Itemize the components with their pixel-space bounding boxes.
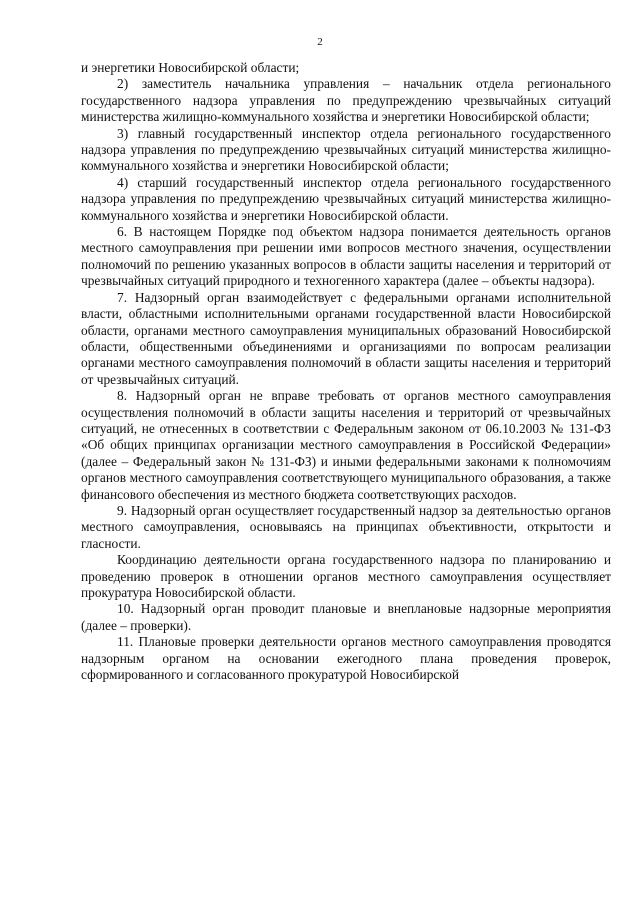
- paragraph-coordination: Координацию деятельности органа государственного надзора по планированию и проведению проверок в отношении органов местного самоуправления осуществляет прокуратура Новосибирской области.: [81, 552, 611, 600]
- paragraph-item-2: 2) заместитель начальника управления – начальник отдела регионального государственного надзора управления по предупреждению чрезвычайных ситуаций министерства жилищно-коммунального хозяйства и энергетики Новосибирской области;: [81, 76, 611, 125]
- document-body: [81, 60, 611, 683]
- paragraph-item-4: 4) старший государственный инспектор отдела регионального государственного надзора управления по предупреждению чрезвычайных ситуаций министерства жилищно-коммунального хозяйства и энергетики Новосибирской области.: [81, 174, 611, 223]
- page-number: 2: [317, 36, 323, 48]
- paragraph-clause-10: 10. Надзорный орган проводит плановые и внеплановые надзорные мероприятия (далее – проверки).: [81, 601, 611, 633]
- paragraph-clause-6: 6. В настоящем Порядке под объектом надзора понимается деятельность органов местного самоуправления при решении ими вопросов местного значения, осуществлении полномочий по решению указанных вопросов в области защиты населения и территорий от чрезвычайных ситуаций природного и техногенного характера (далее – объекты надзора).: [81, 224, 611, 289]
- paragraph-item-3: 3) главный государственный инспектор отдела регионального государственного надзора управления по предупреждению чрезвычайных ситуаций министерства жилищно-коммунального хозяйства и энергетики Новосибирской области;: [81, 125, 611, 174]
- paragraph-clause-11: 11. Плановые проверки деятельности органов местного самоуправления проводятся надзорным органом на основании ежегодного плана проведения проверок, сформированного и согласованного прокуратурой Новосибирской: [81, 634, 611, 683]
- paragraph-clause-8: 8. Надзорный орган не вправе требовать от органов местного самоуправления осуществления полномочий в области защиты населения и территорий от чрезвычайных ситуаций, не отнесенных в соответствии с Федеральным законом от 06.10.2003 № 131-ФЗ «Об общих принципах организации местного самоуправления в Российской Федерации» (далее – Федеральный закон № 131-ФЗ) и иными федеральными законами к полномочиям органов местного самоуправления соответствующего муниципального образования, а также финансового обеспечения из местного бюджета соответствующих расходов.: [81, 388, 611, 502]
- paragraph-clause-9: 9. Надзорный орган осуществляет государственный надзор за деятельностью органов местного самоуправления, основываясь на принципах объективности, открытости и гласности.: [81, 502, 611, 551]
- paragraph-continuation: и энергетики Новосибирской области;: [81, 60, 300, 75]
- paragraph-clause-7: 7. Надзорный орган взаимодействует с федеральными органами исполнительной власти, областными исполнительными органами государственной власти Новосибирской области, органами местного самоуправления муниципальных образований Новосибирской области, общественными объединениями и организациями по вопросам реализации органами местного самоуправления полномочий в области защиты населения и территорий от чрезвычайных ситуаций.: [81, 289, 611, 387]
